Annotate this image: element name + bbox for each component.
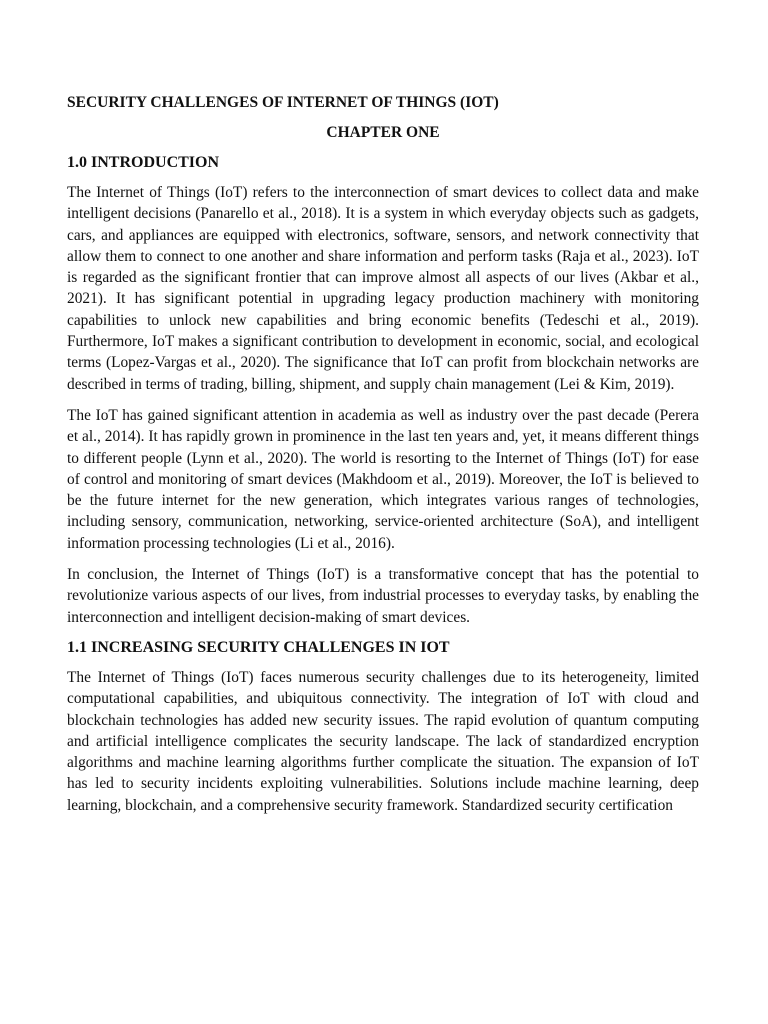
chapter-heading: CHAPTER ONE: [326, 124, 440, 141]
paragraph: The IoT has gained significant attention in academia as well as industry over the past decade (Perera et al., 2014). It has rapidly grown in prominence in the last ten years and, yet, it means different things to different people (Lynn et al., 2020). The world is resorting to the Internet of Things (IoT) for ease of control and monitoring of smart devices (Makhdoom et al., 2019). Moreover, the IoT is believed to be the future internet for the new generation, which integrates various ranges of technologies, including sensory, communication, networking, service-oriented architecture (SoA), and intelligent information processing technologies (Li et al., 2016).: [67, 406, 699, 552]
paragraph: The Internet of Things (IoT) faces numerous security challenges due to its heterogeneity, limited computational capabilities, and ubiquitous connectivity. The integration of IoT with cloud and blockchain technologies has added new security issues. The rapid evolution of quantum computing and artificial intelligence complicates the security landscape. The lack of standardized encryption algorithms and machine learning algorithms further complicate the situation. The expansion of IoT has led to security incidents exploiting vulnerabilities. Solutions include machine learning, deep learning, blockchain, and a comprehensive security framework. Standardized security certification: [67, 668, 699, 814]
document-page: [67, 93, 699, 826]
section-heading-introduction: 1.0 INTRODUCTION: [67, 154, 220, 171]
document-title: SECURITY CHALLENGES OF INTERNET OF THINGS (IOT): [67, 94, 499, 111]
section-heading-security-challenges: 1.1 INCREASING SECURITY CHALLENGES IN IOT: [67, 638, 450, 656]
paragraph: In conclusion, the Internet of Things (IoT) is a transformative concept that has the potential to revolutionize various aspects of our lives, from industrial processes to everyday tasks, by enabling the interconnection and intelligent decision-making of smart devices.: [67, 566, 699, 626]
paragraph: The Internet of Things (IoT) refers to the interconnection of smart devices to collect data and make intelligent decisions (Panarello et al., 2018). It is a system in which everyday objects such as gadgets, cars, and appliances are equipped with electronics, software, sensors, and network connectivity that allow them to connect to one another and share information and perform tasks (Raja et al., 2023). IoT is regarded as the significant frontier that can improve almost all aspects of our lives (Akbar et al., 2021). It has significant potential in upgrading legacy production machinery with monitoring capabilities to unlock new capabilities and bring economic benefits (Tedeschi et al., 2019). Furthermore, IoT makes a significant contribution to development in economic, social, and ecological terms (Lopez-Vargas et al., 2020). The significance that IoT can profit from blockchain networks are described in terms of trading, billing, shipment, and supply chain management (Lei & Kim, 2019).: [67, 184, 699, 393]
